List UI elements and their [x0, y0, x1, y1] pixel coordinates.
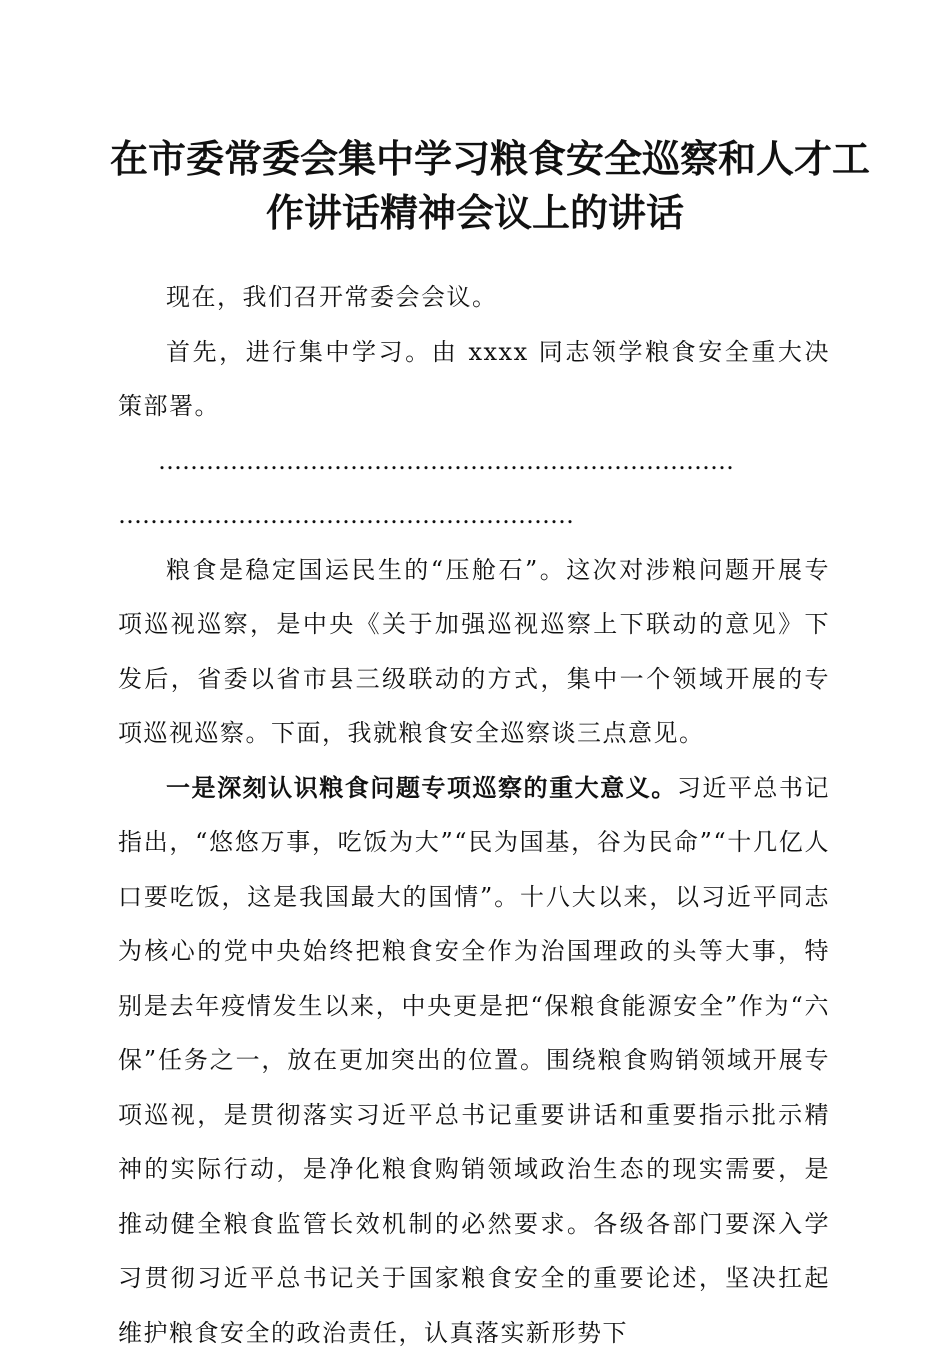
title-line-2: 作讲话精神会议上的讲话: [110, 186, 840, 240]
ellipsis-placeholder: [118, 434, 830, 543]
point-one-heading: 一是深刻认识粮食问题专项巡察的重大意义。: [166, 773, 677, 802]
paragraph-point-one: [118, 761, 830, 1360]
ellipsis-line-1: ………………………………………………………………: [118, 434, 830, 489]
paragraph-study: 首先，进行集中学习。由 xxxx 同志领学粮食安全重大决策部署。: [118, 325, 830, 434]
title-line-1: 在市委常委会集中学习粮食安全巡察和人才工: [110, 132, 840, 186]
document-title: [110, 132, 840, 240]
point-one-text: 习近平总书记指出，“悠悠万事，吃饭为大”“民为国基，谷为民命”“十几亿人口要吃饭，这是我国最大的国情”。十八大以来，以习近平同志为核心的党中央始终把粮食安全作为治国理政的头等大事，特别是去年疫情发生以来，中央更是把“保粮食能源安全”作为“六保”任务之一，放在更加突出的位置。围绕粮食购销领域开展专项巡视，是贯彻落实习近平总书记重要讲话和重要指示批示精神的实际行动，是净化粮食购销领域政治生态的现实需要，是推动健全粮食监管长效机制的必然要求。各级各部门要深入学习贯彻习近平总书记关于国家粮食安全的重要论述，坚决扛起维护粮食安全的政治责任，认真落实新形势下: [118, 774, 830, 1347]
paragraph-grain-security: 粮食是稳定国运民生的“压舱石”。这次对涉粮问题开展专项巡视巡察，是中央《关于加强巡视巡察上下联动的意见》下发后，省委以省市县三级联动的方式，集中一个领域开展的专项巡视巡察。下面，我就粮食安全巡察谈三点意见。: [118, 543, 830, 761]
ellipsis-line-2: …………………………………………………: [118, 488, 648, 543]
paragraph-opening: 现在，我们召开常委会会议。: [118, 270, 830, 325]
document-body: [118, 270, 830, 1360]
